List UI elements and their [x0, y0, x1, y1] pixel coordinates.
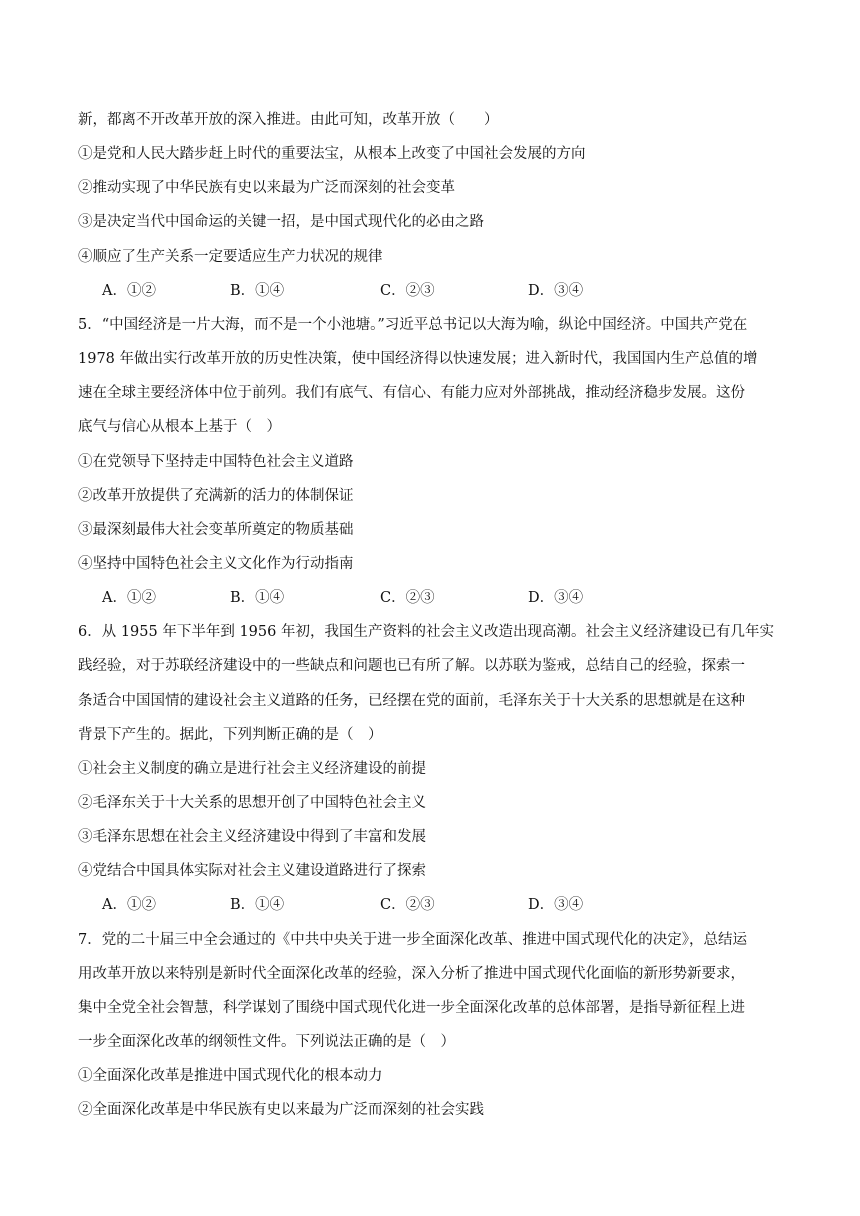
answer-option: D．③④ — [528, 283, 584, 299]
text-line: ④顺应了生产关系一定要适应生产力状况的规律 — [78, 249, 383, 265]
answer-option: A．①② — [102, 590, 156, 606]
text-line: 一步全面深化改革的纲领性文件。下列说法正确的是（ ） — [78, 1034, 455, 1050]
answer-option: B．①④ — [230, 590, 285, 606]
answer-option: C．②③ — [380, 897, 435, 913]
answer-option: C．②③ — [380, 283, 435, 299]
text-line: 5．“中国经济是一片大海，而不是一个小池塘。”习近平总书记以大海为喻，纵论中国经济。中国共产党在 — [78, 317, 748, 333]
answer-option: C．②③ — [380, 590, 435, 606]
text-line: ①是党和人民大踏步赶上时代的重要法宝，从根本上改变了中国社会发展的方向 — [78, 146, 586, 162]
text-line: 7．党的二十届三中全会通过的《中共中央关于进一步全面深化改革、推进中国式现代化的决定》，总结运 — [78, 932, 747, 948]
text-line: ②毛泽东关于十大关系的思想开创了中国特色社会主义 — [78, 795, 426, 811]
text-line: ①在党领导下坚持走中国特色社会主义道路 — [78, 454, 354, 470]
text-line: 集中全党全社会智慧，科学谋划了围绕中国式现代化进一步全面深化改革的总体部署，是指导新征程上进 — [78, 1000, 745, 1016]
answer-option: A．①② — [102, 283, 156, 299]
text-line: 用改革开放以来特别是新时代全面深化改革的经验，深入分析了推进中国式现代化面临的新形势新要求， — [78, 966, 745, 982]
answer-option: B．①④ — [230, 897, 285, 913]
text-line: ③最深刻最伟大社会变革所奠定的物质基础 — [78, 522, 354, 538]
text-line: ③毛泽东思想在社会主义经济建设中得到了丰富和发展 — [78, 829, 426, 845]
text-line: ①全面深化改革是推进中国式现代化的根本动力 — [78, 1068, 383, 1084]
text-line: 背景下产生的。据此，下列判断正确的是（ ） — [78, 727, 383, 743]
text-line: ②全面深化改革是中华民族有史以来最为广泛而深刻的社会实践 — [78, 1102, 484, 1118]
text-line: 新，都离不开改革开放的深入推进。由此可知，改革开放（ ） — [78, 112, 499, 128]
answer-option: B．①④ — [230, 283, 285, 299]
text-line: 践经验，对于苏联经济建设中的一些缺点和问题也已有所了解。以苏联为鉴戒，总结自己的经验，探索一 — [78, 658, 745, 674]
text-line: 6．从 1955 年下半年到 1956 年初，我国生产资料的社会主义改造出现高潮。社会主义经济建设已有几年实 — [78, 624, 774, 640]
text-line: 条适合中国国情的建设社会主义道路的任务，已经摆在党的面前，毛泽东关于十大关系的思想就是在这种 — [78, 693, 745, 709]
text-line: ②推动实现了中华民族有史以来最为广泛而深刻的社会变革 — [78, 180, 455, 196]
answer-option: A．①② — [102, 897, 156, 913]
text-line: 1978 年做出实行改革开放的历史性决策，使中国经济得以快速发展；进入新时代，我国国内生产总值的增 — [78, 351, 758, 367]
answer-option: D．③④ — [528, 897, 584, 913]
text-line: ①社会主义制度的确立是进行社会主义经济建设的前提 — [78, 761, 426, 777]
text-line: ④坚持中国特色社会主义文化作为行动指南 — [78, 556, 354, 572]
text-line: ②改革开放提供了充满新的活力的体制保证 — [78, 488, 354, 504]
text-line: ③是决定当代中国命运的关键一招，是中国式现代化的必由之路 — [78, 214, 484, 230]
answer-option: D．③④ — [528, 590, 584, 606]
text-line: 底气与信心从根本上基于（ ） — [78, 419, 281, 435]
text-line: 速在全球主要经济体中位于前列。我们有底气、有信心、有能力应对外部挑战，推动经济稳步发展。这份 — [78, 385, 745, 401]
text-line: ④党结合中国具体实际对社会主义建设道路进行了探索 — [78, 863, 426, 879]
